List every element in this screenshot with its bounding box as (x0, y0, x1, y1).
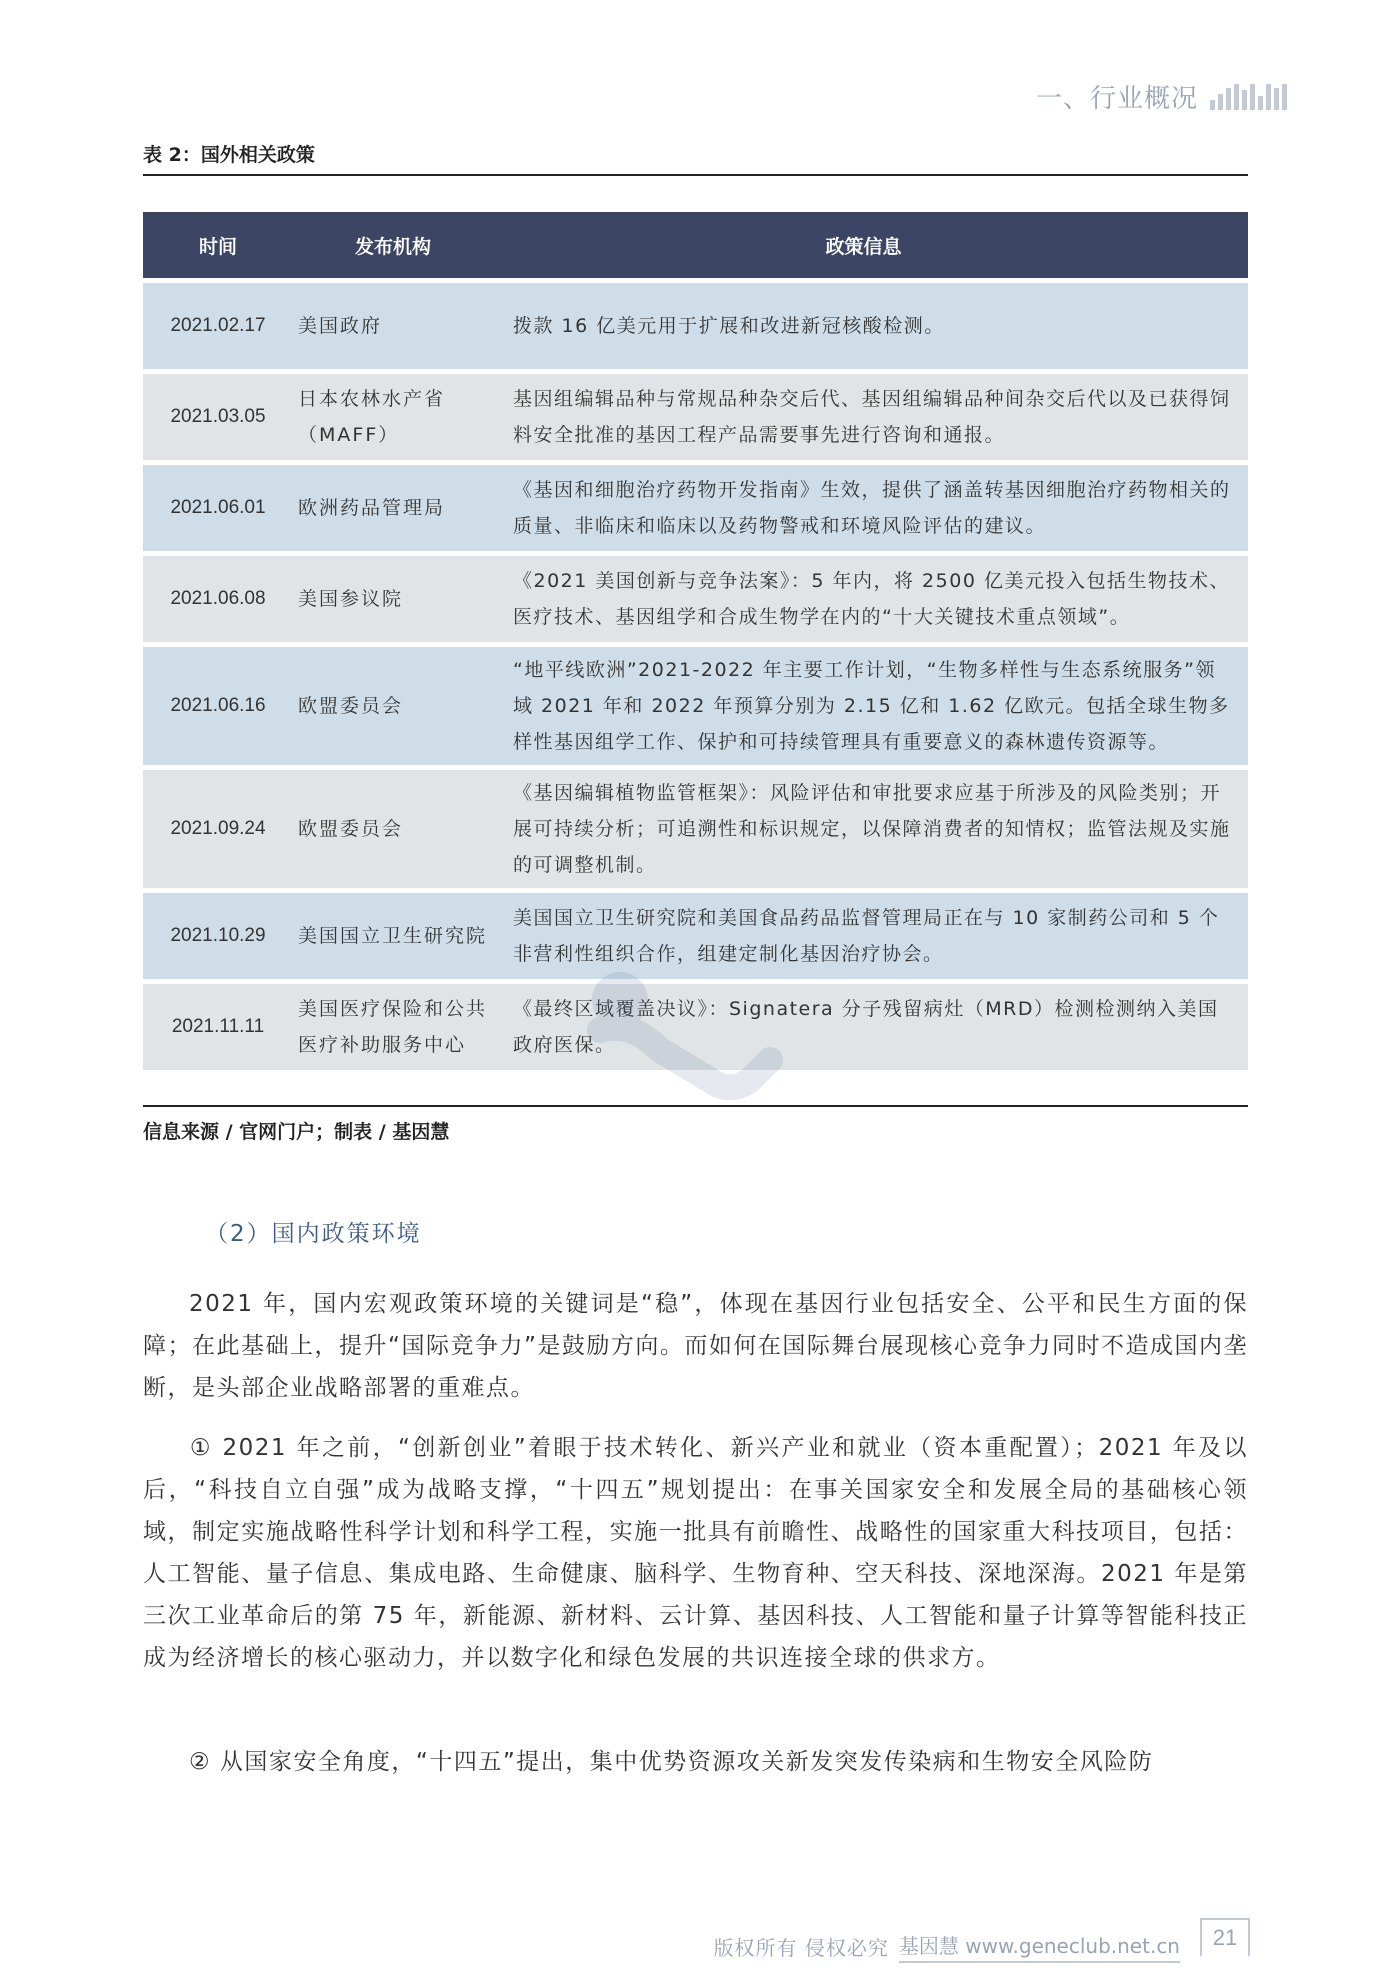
footer-site: 基因慧 www.geneclub.net.cn (899, 1930, 1180, 1963)
paragraph: ② 从国家安全角度，“十四五”提出，集中优势资源攻关新发突发传染病和生物安全风险防 (189, 1749, 1154, 1775)
cell-date: 2021.02.17 (170, 315, 266, 336)
table-bottom-rule (143, 1105, 1248, 1107)
table-title: 表 2：国外相关政策 (143, 144, 315, 166)
watermark-logo (560, 960, 790, 1100)
cell-date: 2021.11.11 (171, 1016, 265, 1037)
policy-table (143, 212, 1248, 1070)
table-row (143, 374, 1248, 460)
cell-org: 日本农林水产省（MAFF） (298, 388, 446, 446)
cell-org: 美国政府 (298, 315, 383, 337)
table-row (143, 647, 1248, 765)
cell-info: 美国国立卫生研究院和美国食品药品监督管理局正在与 10 家制药公司和 5 个非营利性组织合作，组建定制化基因治疗协会。 (513, 907, 1220, 965)
header-section (1036, 78, 1287, 115)
page-number: 21 (1200, 1918, 1250, 1956)
cell-org: 美国参议院 (298, 588, 404, 610)
cell-date: 2021.06.16 (170, 695, 266, 716)
column-header-org: 发布机构 (354, 235, 431, 258)
cell-info: 基因组编辑品种与常规品种杂交后代、基因组编辑品种间杂交后代以及已获得饲料安全批准的基因工程产品需要事先进行咨询和通报。 (513, 388, 1231, 446)
table-row (143, 465, 1248, 551)
header-bars-decoration (1210, 84, 1287, 110)
cell-date: 2021.06.01 (170, 497, 266, 518)
table-row (143, 770, 1248, 888)
table-header (143, 212, 1248, 278)
cell-date: 2021.06.08 (170, 588, 266, 609)
cell-info: “地平线欧洲”2021-2022 年主要工作计划，“生物多样性与生态系统服务”领域 2021 年和 2022 年预算分别为 2.15 亿和 1.62 亿欧元。包括全球生物多样性基因组学工作、保护和可持续管理具有重要意义的森林遗传资源等。 (513, 659, 1230, 753)
table-source-note: 信息来源 / 官网门户；制表 / 基因慧 (143, 1121, 450, 1143)
cell-date: 2021.10.29 (170, 925, 266, 946)
paragraph: ① 2021 年之前，“创新创业”着眼于技术转化、新兴产业和就业（资本重配置）；2021 年及以后，“科技自立自强”成为战略支撑，“十四五”规划提出：在事关国家安全和发展全局的基础核心领域，制定实施战略性科学计划和科学工程，实施一批具有前瞻性、战略性的国家重大科技项目，包括：人工智能、量子信息、集成电路、生命健康、脑科学、生物育种、空天科技、深地深海。2021 年是第三次工业革命后的第 75 年，新能源、新材料、云计算、基因科技、人工智能和量子计算等智能科技正成为经济增长的核心驱动力，并以数字化和绿色发展的共识连接全球的供求方。 (143, 1435, 1248, 1671)
footer-copyright: 版权所有 侵权必究 (713, 1936, 889, 1960)
cell-date: 2021.03.05 (170, 406, 266, 427)
section-heading: （2）国内政策环境 (205, 1221, 422, 1247)
cell-org: 欧洲药品管理局 (298, 497, 446, 519)
table-row (143, 283, 1248, 369)
paragraph: 2021 年，国内宏观政策环境的关键词是“稳”，体现在基因行业包括安全、公平和民生方面的保障；在此基础上，提升“国际竞争力”是鼓励方向。而如何在国际舞台展现核心竞争力同时不造成国内垄断，是头部企业战略部署的重难点。 (143, 1291, 1248, 1401)
cell-info: 《基因编辑植物监管框架》：风险评估和审批要求应基于所涉及的风险类别；开展可持续分析；可追溯性和标识规定，以保障消费者的知情权；监管法规及实施的可调整机制。 (513, 782, 1231, 876)
cell-org: 美国国立卫生研究院 (298, 925, 488, 947)
cell-info: 《最终区域覆盖决议》：Signatera 分子残留病灶（MRD）检测检测纳入美国政府医保。 (513, 998, 1219, 1056)
cell-info: 拨款 16 亿美元用于扩展和改进新冠核酸检测。 (513, 315, 945, 337)
column-header-info: 政策信息 (825, 235, 902, 258)
cell-org: 美国医疗保险和公共医疗补助服务中心 (298, 998, 488, 1056)
cell-info: 《基因和细胞治疗药物开发指南》生效，提供了涵盖转基因细胞治疗药物相关的质量、非临床和临床以及药物警戒和环境风险评估的建议。 (513, 479, 1231, 537)
section-title: 一、行业概况 (1035, 84, 1198, 114)
table-top-rule (143, 174, 1248, 176)
cell-org: 欧盟委员会 (298, 818, 404, 840)
cell-date: 2021.09.24 (170, 818, 266, 839)
cell-org: 欧盟委员会 (298, 695, 404, 717)
cell-info: 《2021 美国创新与竞争法案》：5 年内，将 2500 亿美元投入包括生物技术、医疗技术、基因组学和合成生物学在内的“十大关键技术重点领域”。 (513, 570, 1230, 628)
footer (714, 1930, 1248, 1963)
table-row (143, 556, 1248, 642)
column-header-date: 时间 (198, 235, 237, 258)
